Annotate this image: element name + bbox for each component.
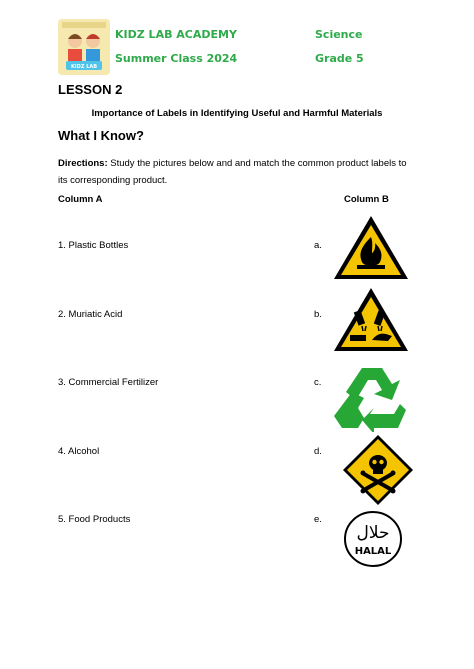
item-4-letter: d. xyxy=(314,446,322,457)
item-5-text: 5. Food Products xyxy=(58,514,131,525)
item-1-letter: a. xyxy=(314,240,322,251)
column-b-header: Column B xyxy=(344,194,389,205)
item-3-letter: c. xyxy=(314,377,322,388)
school-name: KIDZ LAB ACADEMY xyxy=(115,28,237,41)
column-a-header: Column A xyxy=(58,194,103,205)
section-heading: What I Know? xyxy=(58,128,144,143)
item-2-text: 2. Muriatic Acid xyxy=(58,309,123,320)
directions xyxy=(58,155,418,189)
item-2-letter: b. xyxy=(314,309,322,320)
item-3-text: 3. Commercial Fertilizer xyxy=(58,377,159,388)
recycle-icon xyxy=(334,362,410,437)
subject-label: Science xyxy=(315,28,363,41)
item-4-text: 4. Alcohol xyxy=(58,446,100,457)
school-logo xyxy=(58,19,110,75)
directions-label: Directions: xyxy=(58,158,108,169)
logo-text: KIDZ LAB xyxy=(70,64,98,70)
corrosive-icon xyxy=(332,285,410,358)
item-1-text: 1. Plastic Bottles xyxy=(58,240,129,251)
halal-icon xyxy=(343,510,403,573)
flammable-icon xyxy=(332,213,410,286)
directions-text: Study the pictures below and and match the common product labels to its corresponding product. xyxy=(58,158,407,186)
lesson-title: LESSON 2 xyxy=(58,82,123,97)
item-5-letter: e. xyxy=(314,514,322,525)
class-label: Summer Class 2024 xyxy=(115,52,238,65)
lesson-subtitle: Importance of Labels in Identifying Useful and Harmful Materials xyxy=(91,108,383,119)
halal-label: HALAL xyxy=(354,546,392,557)
grade-label: Grade 5 xyxy=(315,52,364,65)
halal-arabic: حلال xyxy=(356,523,390,543)
poison-icon xyxy=(342,434,414,511)
